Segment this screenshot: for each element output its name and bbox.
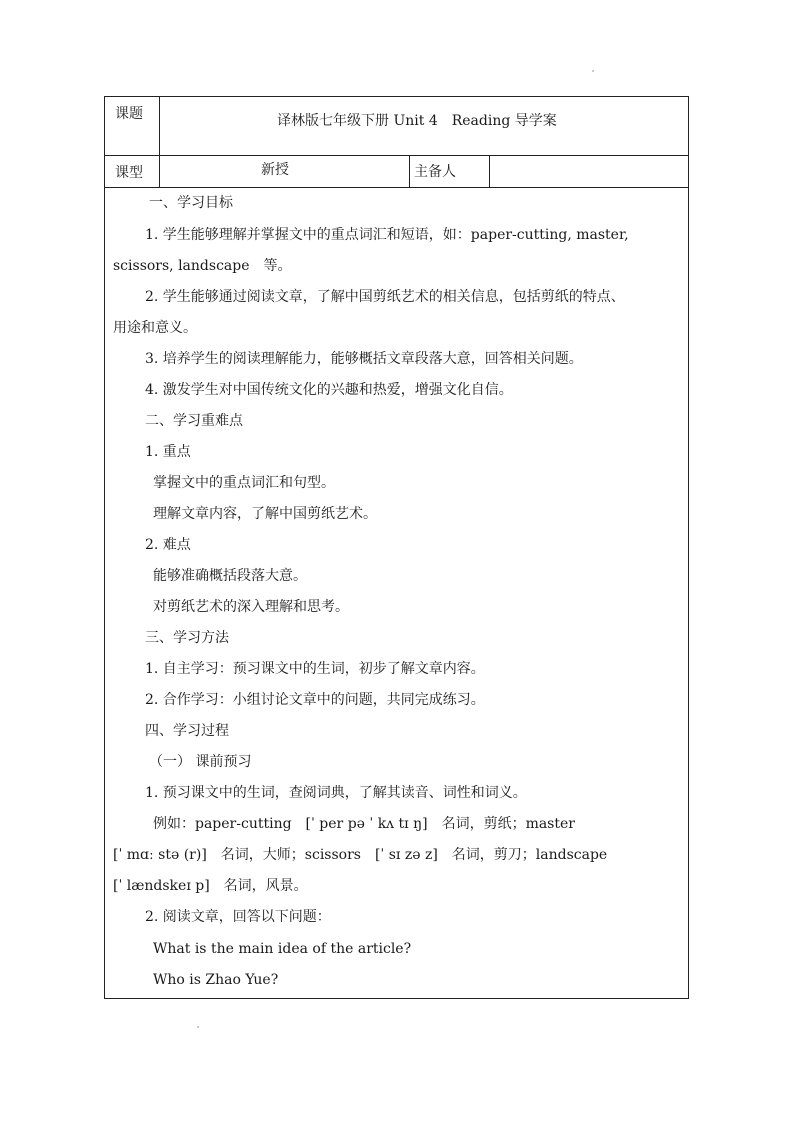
col-divider-type <box>409 155 410 187</box>
col-divider-label <box>159 97 160 187</box>
subheading-preview: （一） 课前预习 <box>149 754 252 770</box>
question-line: Who is Zhao Yue? <box>153 972 279 988</box>
vocab-example-line: [ˈ mɑː stə (r)] 名词，大师；scissors [ˈ sɪ zə z] 名词，剪刀；landscape <box>113 847 608 863</box>
vocab-example-line: 例如：paper-cutting [ˈ per pə ˈ kʌ tɪ ŋ] 名词，剪纸；master <box>153 816 575 832</box>
scan-dot-top <box>592 70 594 72</box>
method-line: 1. 自主学习：预习课文中的生词，初步了解文章内容。 <box>145 661 485 677</box>
objective-line: scissors, landscape 等。 <box>113 258 292 274</box>
scan-dot-bottom <box>197 1026 199 1028</box>
difficult-point-line: 对剪纸艺术的深入理解和思考。 <box>153 599 349 615</box>
objective-line: 用途和意义。 <box>113 320 197 336</box>
author-label: 主备人 <box>414 164 456 180</box>
section-heading-key-points: 二、学习重难点 <box>145 413 243 429</box>
objective-line: 2. 学生能够通过阅读文章，了解中国剪纸艺术的相关信息，包括剪纸的特点、 <box>145 289 625 305</box>
section-heading-process: 四、学习过程 <box>145 723 229 739</box>
type-label: 课型 <box>115 165 143 181</box>
lesson-plan-table <box>104 96 689 999</box>
type-value: 新授 <box>261 162 289 178</box>
preview-line: 2. 阅读文章，回答以下问题： <box>145 909 331 925</box>
method-line: 2. 合作学习：小组讨论文章中的问题，共同完成练习。 <box>145 692 485 708</box>
objective-line: 3. 培养学生的阅读理解能力，能够概括文章段落大意，回答相关问题。 <box>145 351 583 367</box>
col-divider-author <box>489 155 490 187</box>
vocab-example-line: [ˈ lændskeɪ p] 名词，风景。 <box>113 878 308 894</box>
preview-line: 1. 预习课文中的生词，查阅词典，了解其读音、词性和词义。 <box>145 785 527 801</box>
section-heading-methods: 三、学习方法 <box>145 630 229 646</box>
section-heading-objectives: 一、学习目标 <box>149 195 233 211</box>
key-point-line: 理解文章内容，了解中国剪纸艺术。 <box>153 506 377 522</box>
row-divider-2 <box>105 187 688 188</box>
objective-line: 1. 学生能够理解并掌握文中的重点词汇和短语，如：paper-cutting, master, <box>145 227 629 243</box>
title-value: 译林版七年级下册 Unit 4 Reading 导学案 <box>277 113 557 129</box>
title-label: 课题 <box>115 106 143 122</box>
key-point-line: 掌握文中的重点词汇和句型。 <box>153 475 335 491</box>
difficult-point-line: 能够准确概括段落大意。 <box>153 568 307 584</box>
objective-line: 4. 激发学生对中国传统文化的兴趣和热爱，增强文化自信。 <box>145 382 513 398</box>
subheading-difficult: 2. 难点 <box>145 537 191 553</box>
question-line: What is the main idea of the article? <box>153 941 412 957</box>
row-divider-1 <box>105 155 688 156</box>
subheading-key: 1. 重点 <box>145 444 191 460</box>
